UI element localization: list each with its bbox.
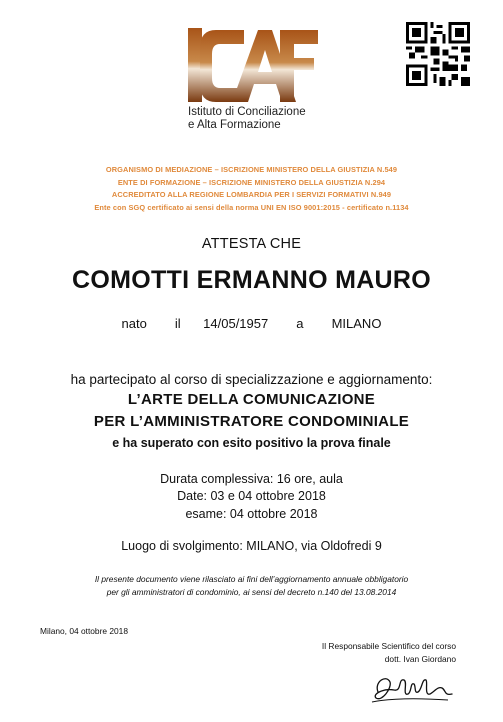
venue: Luogo di svolgimento: MILANO, via Oldofredi 9 (121, 539, 382, 553)
birth-city: MILANO (331, 316, 382, 331)
duration: Durata complessiva: 16 ore, aula (160, 472, 343, 486)
birth-info (0, 316, 503, 331)
birth-il: il (174, 316, 181, 331)
birth-date: 14/05/1957 (203, 316, 269, 331)
exam-date: esame: 04 ottobre 2018 (185, 507, 318, 521)
participation-text: ha partecipato al corso di specializzazione e aggiornamento: (70, 372, 433, 387)
logo-line1: Istituto di Conciliazione (188, 106, 306, 118)
accreditation-line: ACCREDITATO ALLA REGIONE LOMBARDIA PER I SERVIZI FORMATIVI N.949 (111, 190, 392, 199)
accreditation-line: ENTE DI FORMAZIONE – ISCRIZIONE MINISTERO DELLA GIUSTIZIA N.294 (117, 177, 386, 187)
course-dates: Date: 03 e 04 ottobre 2018 (177, 489, 326, 503)
exam-result: e ha superato con esito positivo la prova finale (112, 436, 391, 450)
logo-line2: e Alta Formazione (188, 119, 281, 131)
legal-line: per gli amministratori di condominio, ai sensi del decreto n.140 del 13.08.2014 (106, 587, 397, 597)
scientific-responsible (322, 640, 456, 666)
attesta-heading: ATTESTA CHE (201, 236, 302, 252)
legal-line: Il presente documento viene rilasciato ai fini dell’aggiornamento annuale obbligatorio (94, 574, 409, 584)
birth-a: a (296, 316, 304, 331)
resp-name: dott. Ivan Giordano (384, 654, 456, 664)
accreditation-line: Ente con SGQ certificato ai sensi della norma UNI EN ISO 9001:2015 - certificato n.1134 (94, 202, 409, 212)
resp-title: Il Responsabile Scientifico del corso (321, 641, 456, 651)
accreditation-block (0, 164, 503, 214)
accreditation-line: ORGANISMO DI MEDIAZIONE – ISCRIZIONE MINISTERO DELLA GIUSTIZIA N.549 (105, 165, 398, 174)
icaf-logo (186, 22, 320, 106)
birth-nato: nato (121, 316, 147, 331)
legal-notice (0, 573, 503, 599)
course-title-line2: PER L’AMMINISTRATORE CONDOMINIALE (93, 413, 410, 430)
qr-code-icon (406, 22, 470, 86)
course-title-line1: L’ARTE DELLA COMUNICAZIONE (127, 391, 376, 408)
place-date: Milano, 04 ottobre 2018 (40, 626, 128, 636)
signature-icon (368, 668, 456, 708)
recipient-name: COMOTTI ERMANNO MAURO (71, 266, 432, 294)
logo-caption (188, 106, 306, 132)
